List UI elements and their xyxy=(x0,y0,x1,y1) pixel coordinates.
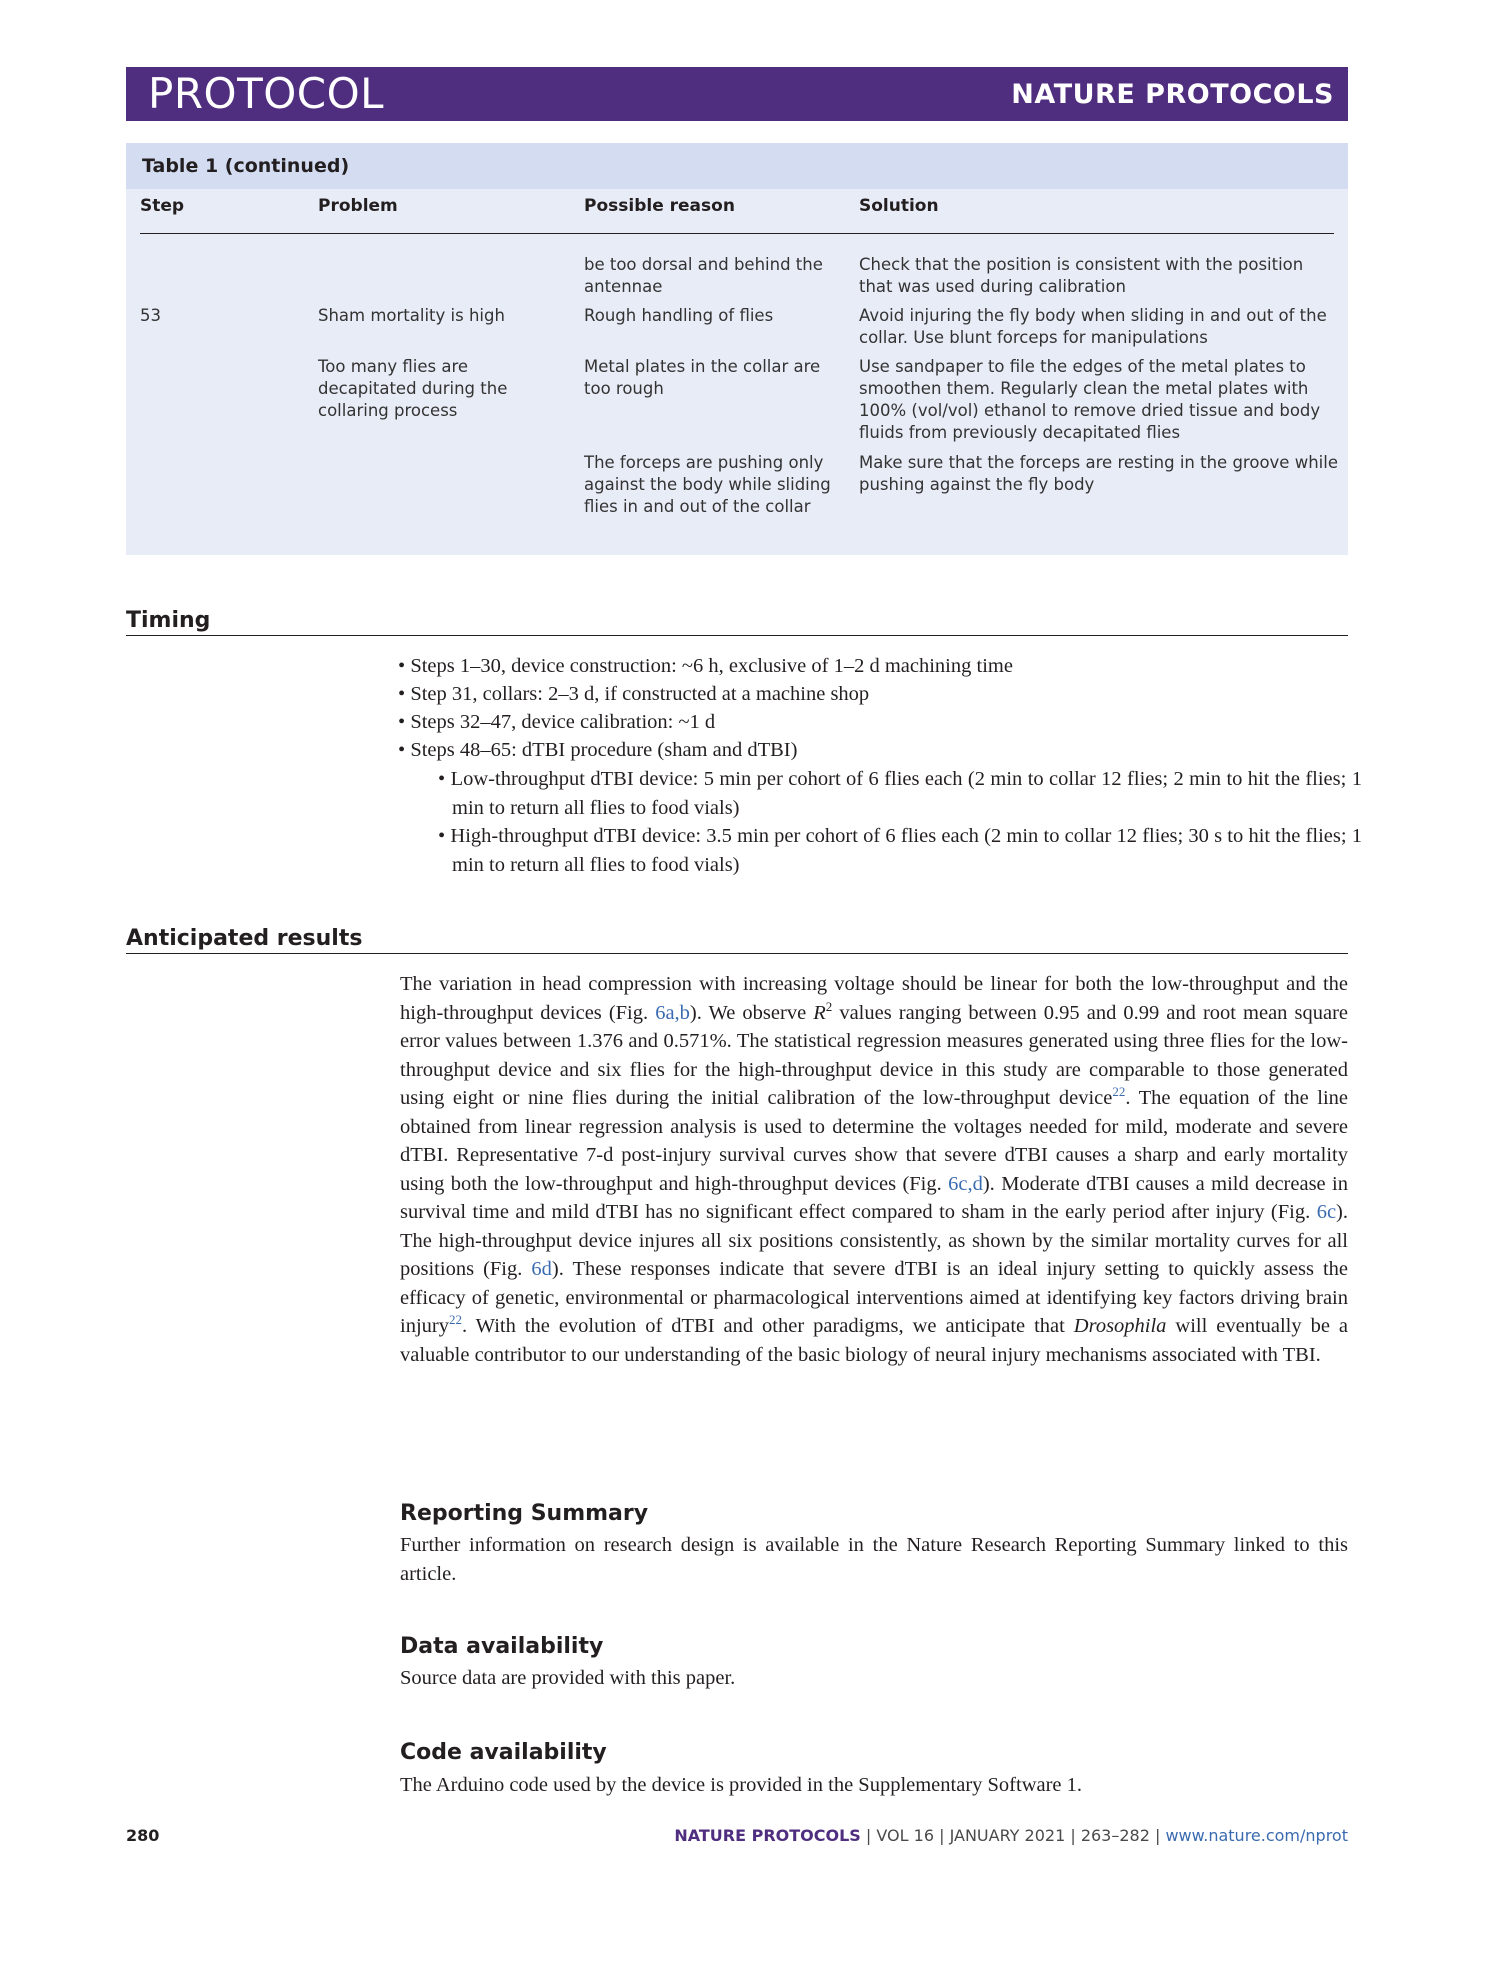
anticipated-results-paragraph: The variation in head compression with increasing voltage should be linear for both the low-throughput and the high-throughput devices (Fig. 6a,b). We observe $R^2$ values ranging between 0.95 and 0.99 and root mean square error values between 1.376 and 0.571%. The statistical regression measures generated using three flies for the low-throughput device and six flies for the high-throughput device in this study are comparable to those generated using eight or nine flies during the initial calibration of the low-throughput device$^{22}$. The equation of the line obtained from linear regression analysis is used to determine the voltages needed for mild, moderate and severe dTBI. Representative 7-d post-injury survival curves show that severe dTBI causes a sharp and early mortality using both the low-throughput and high-throughput devices (Fig. 6c,d). Moderate dTBI causes a mild decrease in survival time and mild dTBI has no significant effect compared to sham in the early period after injury (Fig. 6c). The high-throughput device injures all six positions consistently, as shown by the similar mortality curves for all positions (Fig. 6d). These responses indicate that severe dTBI is an ideal injury setting to quickly assess the efficacy of genetic, environmental or pharmacological interventions aimed at identifying key factors driving brain injury$^{22}$. With the evolution of dTBI and other paradigms, we anticipate that Drosophila will eventually be a valuable contributor to our understanding of the basic biology of neural injury mechanisms associated with TBI. xyxy=(400,973,1348,1366)
table-cell-problem: Sham mortality is high xyxy=(318,306,505,325)
page-number: 280 xyxy=(126,1826,160,1845)
col-header-step: Step xyxy=(140,196,185,216)
journal-url-link[interactable]: www.nature.com/nprot xyxy=(1165,1826,1348,1845)
code-availability-heading: Code availability xyxy=(400,1740,607,1765)
table-caption xyxy=(126,143,1348,189)
figure-link[interactable]: 6d xyxy=(531,1258,552,1280)
timing-item: • Step 31, collars: 2–3 d, if constructed at a machine shop xyxy=(398,683,870,705)
figure-link[interactable]: 6c,d xyxy=(948,1172,983,1195)
table-cell-reason: The forceps are pushing only against the body while sliding flies in and out of the collar xyxy=(584,453,831,516)
timing-heading: Timing xyxy=(126,608,1348,636)
timing-item: • Steps 1–30, device construction: ~6 h, exclusive of 1–2 d machining time xyxy=(398,655,1013,677)
data-availability-heading: Data availability xyxy=(400,1634,604,1659)
figure-link[interactable]: 6a,b xyxy=(655,1001,690,1024)
table-cell-reason: be too dorsal and behind the antennae xyxy=(584,255,823,296)
code-availability-text: The Arduino code used by the device is provided in the Supplementary Software 1. xyxy=(400,1774,1083,1796)
journal-name: NATURE PROTOCOLS xyxy=(1011,79,1334,110)
table-cell-solution: Use sandpaper to file the edges of the metal plates to smoothen them. Regularly clean the metal plates with 100% (vol/vol) ethanol to remove dried tissue and body fluids from previously decapitated flies xyxy=(859,357,1321,442)
reporting-summary-text: Further information on research design is available in the Nature Research Reporting Summary linked to this article. xyxy=(400,1534,1348,1585)
table-cell-step: 53 xyxy=(140,306,161,325)
footer-citation: NATURE PROTOCOLS | VOL 16 | JANUARY 2021 | 263–282 | www.nature.com/nprot xyxy=(674,1826,1348,1845)
timing-subitem: • Low-throughput dTBI device: 5 min per cohort of 6 flies each (2 min to collar 12 flies; 2 min to hit the flies; 1 min to return all flies to food vials) xyxy=(438,768,1362,819)
timing-item: • Steps 48–65: dTBI procedure (sham and dTBI) xyxy=(398,739,798,761)
table-cell-reason: Rough handling of flies xyxy=(584,306,774,325)
table-header-rule xyxy=(140,233,1334,234)
col-header-reason: Possible reason xyxy=(584,196,735,216)
figure-link[interactable]: 6c xyxy=(1316,1201,1337,1223)
table-cell-reason: Metal plates in the collar are too rough xyxy=(584,357,821,398)
col-header-solution: Solution xyxy=(859,196,939,216)
footer-journal: NATURE PROTOCOLS xyxy=(674,1826,861,1845)
citation-link[interactable]: 22 xyxy=(1112,1084,1126,1100)
table-caption-text: Table 1 (continued) xyxy=(142,155,350,177)
timing-subitem: • High-throughput dTBI device: 3.5 min per cohort of 6 flies each (2 min to collar 12 flies; 30 s to hit the flies; 1 min to return all flies to food vials) xyxy=(438,825,1362,876)
section-label: PROTOCOL xyxy=(148,69,385,118)
table-cell-solution: Check that the position is consistent with the position that was used during calibration xyxy=(859,255,1304,296)
table-cell-solution: Avoid injuring the fly body when sliding in and out of the collar. Use blunt forceps for manipulations xyxy=(859,306,1327,347)
troubleshooting-table xyxy=(126,143,1348,555)
reporting-summary-heading: Reporting Summary xyxy=(400,1501,649,1526)
timing-item: • Steps 32–47, device calibration: ~1 d xyxy=(398,711,716,733)
data-availability-text: Source data are provided with this paper. xyxy=(400,1667,736,1689)
anticipated-results-heading: Anticipated results xyxy=(126,926,1348,954)
table-cell-solution: Make sure that the forceps are resting in the groove while pushing against the fly body xyxy=(859,453,1338,494)
table-cell-problem: Too many flies are decapitated during the collaring process xyxy=(318,357,508,420)
header-banner xyxy=(126,67,1348,121)
col-header-problem: Problem xyxy=(318,196,398,216)
citation-link[interactable]: 22 xyxy=(448,1312,462,1328)
